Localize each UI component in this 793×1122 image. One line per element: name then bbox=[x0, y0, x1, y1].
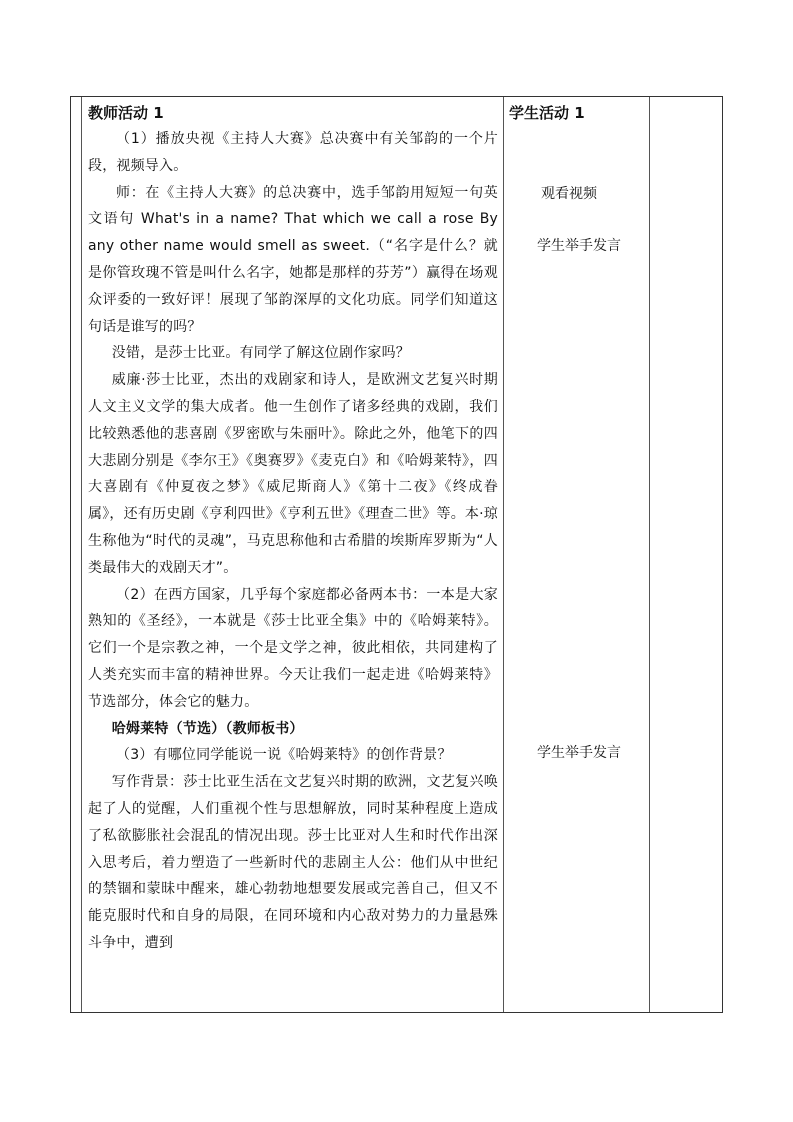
student-item: 学生举手发言 bbox=[537, 745, 621, 761]
student-activity-header: 学生活动 1 bbox=[509, 104, 585, 122]
student-item: 学生举手发言 bbox=[537, 238, 621, 254]
teacher-paragraph: 师：在《主持人大赛》的总决赛中，选手邹韵用短短一句英文语句 What's in a name? That which we call a rose By any other name would smell as sweet.（“名字是什么？就是你管玫瑰不管是叫什么名字，她都是那样的芬芳”）赢得在场观众评委的一致好评！展现了邹韵深厚的文化功底。同学们知道这句话是谁写的吗？ bbox=[88, 184, 498, 335]
table-column-divider bbox=[649, 97, 650, 1012]
student-activity-cell bbox=[509, 100, 651, 126]
teacher-activity-cell bbox=[88, 100, 498, 957]
teacher-paragraph: 写作背景：莎士比亚生活在文艺复兴时期的欧洲，文艺复兴唤起了人的觉醒，人们重视个性与思想解放，同时某种程度上造成了私欲膨胀社会混乱的情况出现。莎士比亚对人生和时代作出深入思考后，着力塑造了一些新时代的悲剧主人公：他们从中世纪的禁锢和蒙昧中醒来，雄心勃勃地想要发展或完善自己，但又不能克服时代和自身的局限，在同环境和内心敌对势力的力量悬殊斗争中，遭到 bbox=[88, 774, 498, 951]
teacher-paragraph: （3）有哪位同学能说一说《哈姆莱特》的创作背景？ bbox=[116, 747, 452, 764]
student-item: 观看视频 bbox=[541, 186, 597, 202]
table-column-divider bbox=[81, 97, 82, 1012]
teacher-activity-header: 教师活动 1 bbox=[88, 104, 164, 122]
teacher-paragraph: （1）播放央视《主持人大赛》总决赛中有关邹韵的一个片段，视频导入。 bbox=[88, 131, 498, 174]
teacher-paragraph: 没错，是莎士比亚。有同学了解这位剧作家吗？ bbox=[111, 345, 410, 362]
teacher-paragraph: 威廉·莎士比亚，杰出的戏剧家和诗人，是欧洲文艺复兴时期人文主义文学的集大成者。他一生创作了诸多经典的戏剧，我们比较熟悉他的悲喜剧《罗密欧与朱丽叶》。除此之外，他笔下的四大悲剧分别是《李尔王》《奥赛罗》《麦克白》和《哈姆莱特》，四大喜剧有《仲夏夜之梦》《威尼斯商人》《第十二夜》《终成眷属》，还有历史剧《亨利四世》《亨利五世》《理查二世》等。本·琼生称他为“时代的灵魂”，马克思称他和古希腊的埃斯库罗斯为“人类最伟大的戏剧天才”。 bbox=[88, 372, 498, 576]
table-column-divider bbox=[503, 97, 504, 1012]
blackboard-title: 哈姆莱特（节选）（教师板书） bbox=[111, 720, 304, 737]
teacher-paragraph: （2）在西方国家，几乎每个家庭都必备两本书：一本是大家熟知的《圣经》，一本就是《莎士比亚全集》中的《哈姆莱特》。它们一个是宗教之神，一个是文学之神，彼此相依，共同建构了人类充实而丰富的精神世界。今天让我们一起走进《哈姆莱特》节选部分，体会它的魅力。 bbox=[88, 586, 498, 710]
